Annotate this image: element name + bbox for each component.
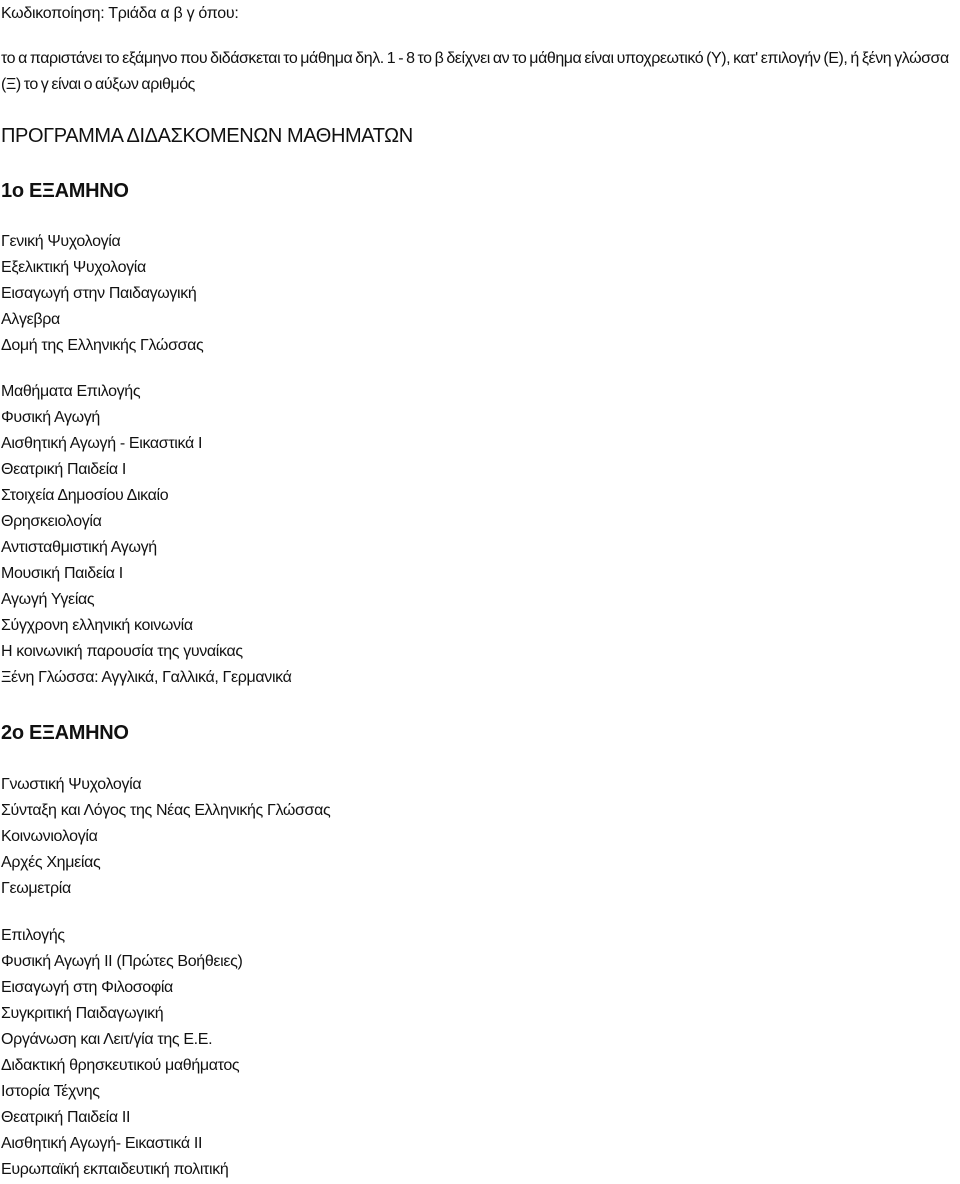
semester-1-required-course: Εισαγωγή στην Παιδαγωγική — [1, 285, 197, 302]
semester-1-elective-course: Στοιχεία Δημοσίου Δικαίο — [1, 487, 169, 504]
semester-2-elective-course: Οργάνωση και Λειτ/γία της Ε.Ε. — [1, 1031, 213, 1048]
semester-2-required-course: Σύνταξη και Λόγος της Νέας Ελληνικής Γλώσσας — [1, 802, 331, 819]
program-title: ΠΡΟΓΡΑΜΜΑ ΔΙΔΑΣΚΟΜΕΝΩΝ ΜΑΘΗΜΑΤΩΝ — [1, 125, 413, 147]
semester-2-elective-heading: Επιλογής — [1, 927, 65, 944]
semester-2-required-course: Γεωμετρία — [1, 880, 71, 897]
semester-2-elective-course: Ιστορία Τέχνης — [1, 1083, 100, 1100]
semester-1-elective-course: Αισθητική Αγωγή - Εικαστικά Ι — [1, 435, 203, 452]
semester-1-elective-course: Θεατρική Παιδεία Ι — [1, 461, 126, 478]
semester-2-elective-course: Ευρωπαϊκή εκπαιδευτική πολιτική — [1, 1161, 229, 1178]
semester-1-elective-heading: Μαθήματα Επιλογής — [1, 383, 141, 400]
semester-2-elective-course: Αισθητική Αγωγή- Εικαστικά ΙΙ — [1, 1135, 203, 1152]
semester-1-elective-course: Μουσική Παιδεία Ι — [1, 565, 123, 582]
semester-2-title: 2ο ΕΞΑΜΗΝΟ — [1, 722, 129, 744]
semester-1-elective-course: Η κοινωνική παρουσία της γυναίκας — [1, 643, 243, 660]
semester-1-elective-course: Αγωγή Υγείας — [1, 591, 95, 608]
semester-2-elective-course: Θεατρική Παιδεία ΙΙ — [1, 1109, 131, 1126]
semester-2-required-course: Αρχές Χημείας — [1, 854, 101, 871]
semester-2-required-course: Γνωστική Ψυχολογία — [1, 776, 142, 793]
semester-1-required-course: Αλγεβρα — [1, 311, 60, 328]
coding-description: το α παριστάνει το εξάμηνο που διδάσκεται το μάθημα δηλ. 1 - 8 το β δείχνει αν το μάθημα είναι υποχρεωτικό (Υ), κατ' επιλογήν (Ε), ή ξένη γλώσσα (Ξ) το γ είναι ο αύξων αριθμός — [1, 50, 949, 93]
semester-2-elective-course: Συγκριτική Παιδαγωγική — [1, 1005, 164, 1022]
semester-1-title: 1ο ΕΞΑΜΗΝΟ — [1, 180, 129, 202]
semester-2-elective-course: Εισαγωγή στη Φιλοσοφία — [1, 979, 173, 996]
semester-1-required-course: Γενική Ψυχολογία — [1, 233, 121, 250]
semester-2-elective-course: Διδακτική θρησκευτικού μαθήματος — [1, 1057, 240, 1074]
semester-1-elective-course: Σύγχρονη ελληνική κοινωνία — [1, 617, 193, 634]
semester-1-elective-course: Φυσική Αγωγή — [1, 409, 100, 426]
coding-heading: Κωδικοποίηση: Τριάδα α β γ όπου: — [1, 5, 239, 22]
semester-2-required-course: Κοινωνιολογία — [1, 828, 98, 845]
semester-2-elective-course: Φυσική Αγωγή ΙΙ (Πρώτες Βοήθειες) — [1, 953, 243, 970]
semester-1-required-course: Εξελικτική Ψυχολογία — [1, 259, 146, 276]
semester-1-elective-course: Αντισταθμιστική Αγωγή — [1, 539, 157, 556]
semester-1-required-course: Δομή της Ελληνικής Γλώσσας — [1, 337, 204, 354]
semester-1-elective-course: Θρησκειολογία — [1, 513, 102, 530]
semester-1-elective-course: Ξένη Γλώσσα: Αγγλικά, Γαλλικά, Γερμανικά — [1, 669, 292, 686]
